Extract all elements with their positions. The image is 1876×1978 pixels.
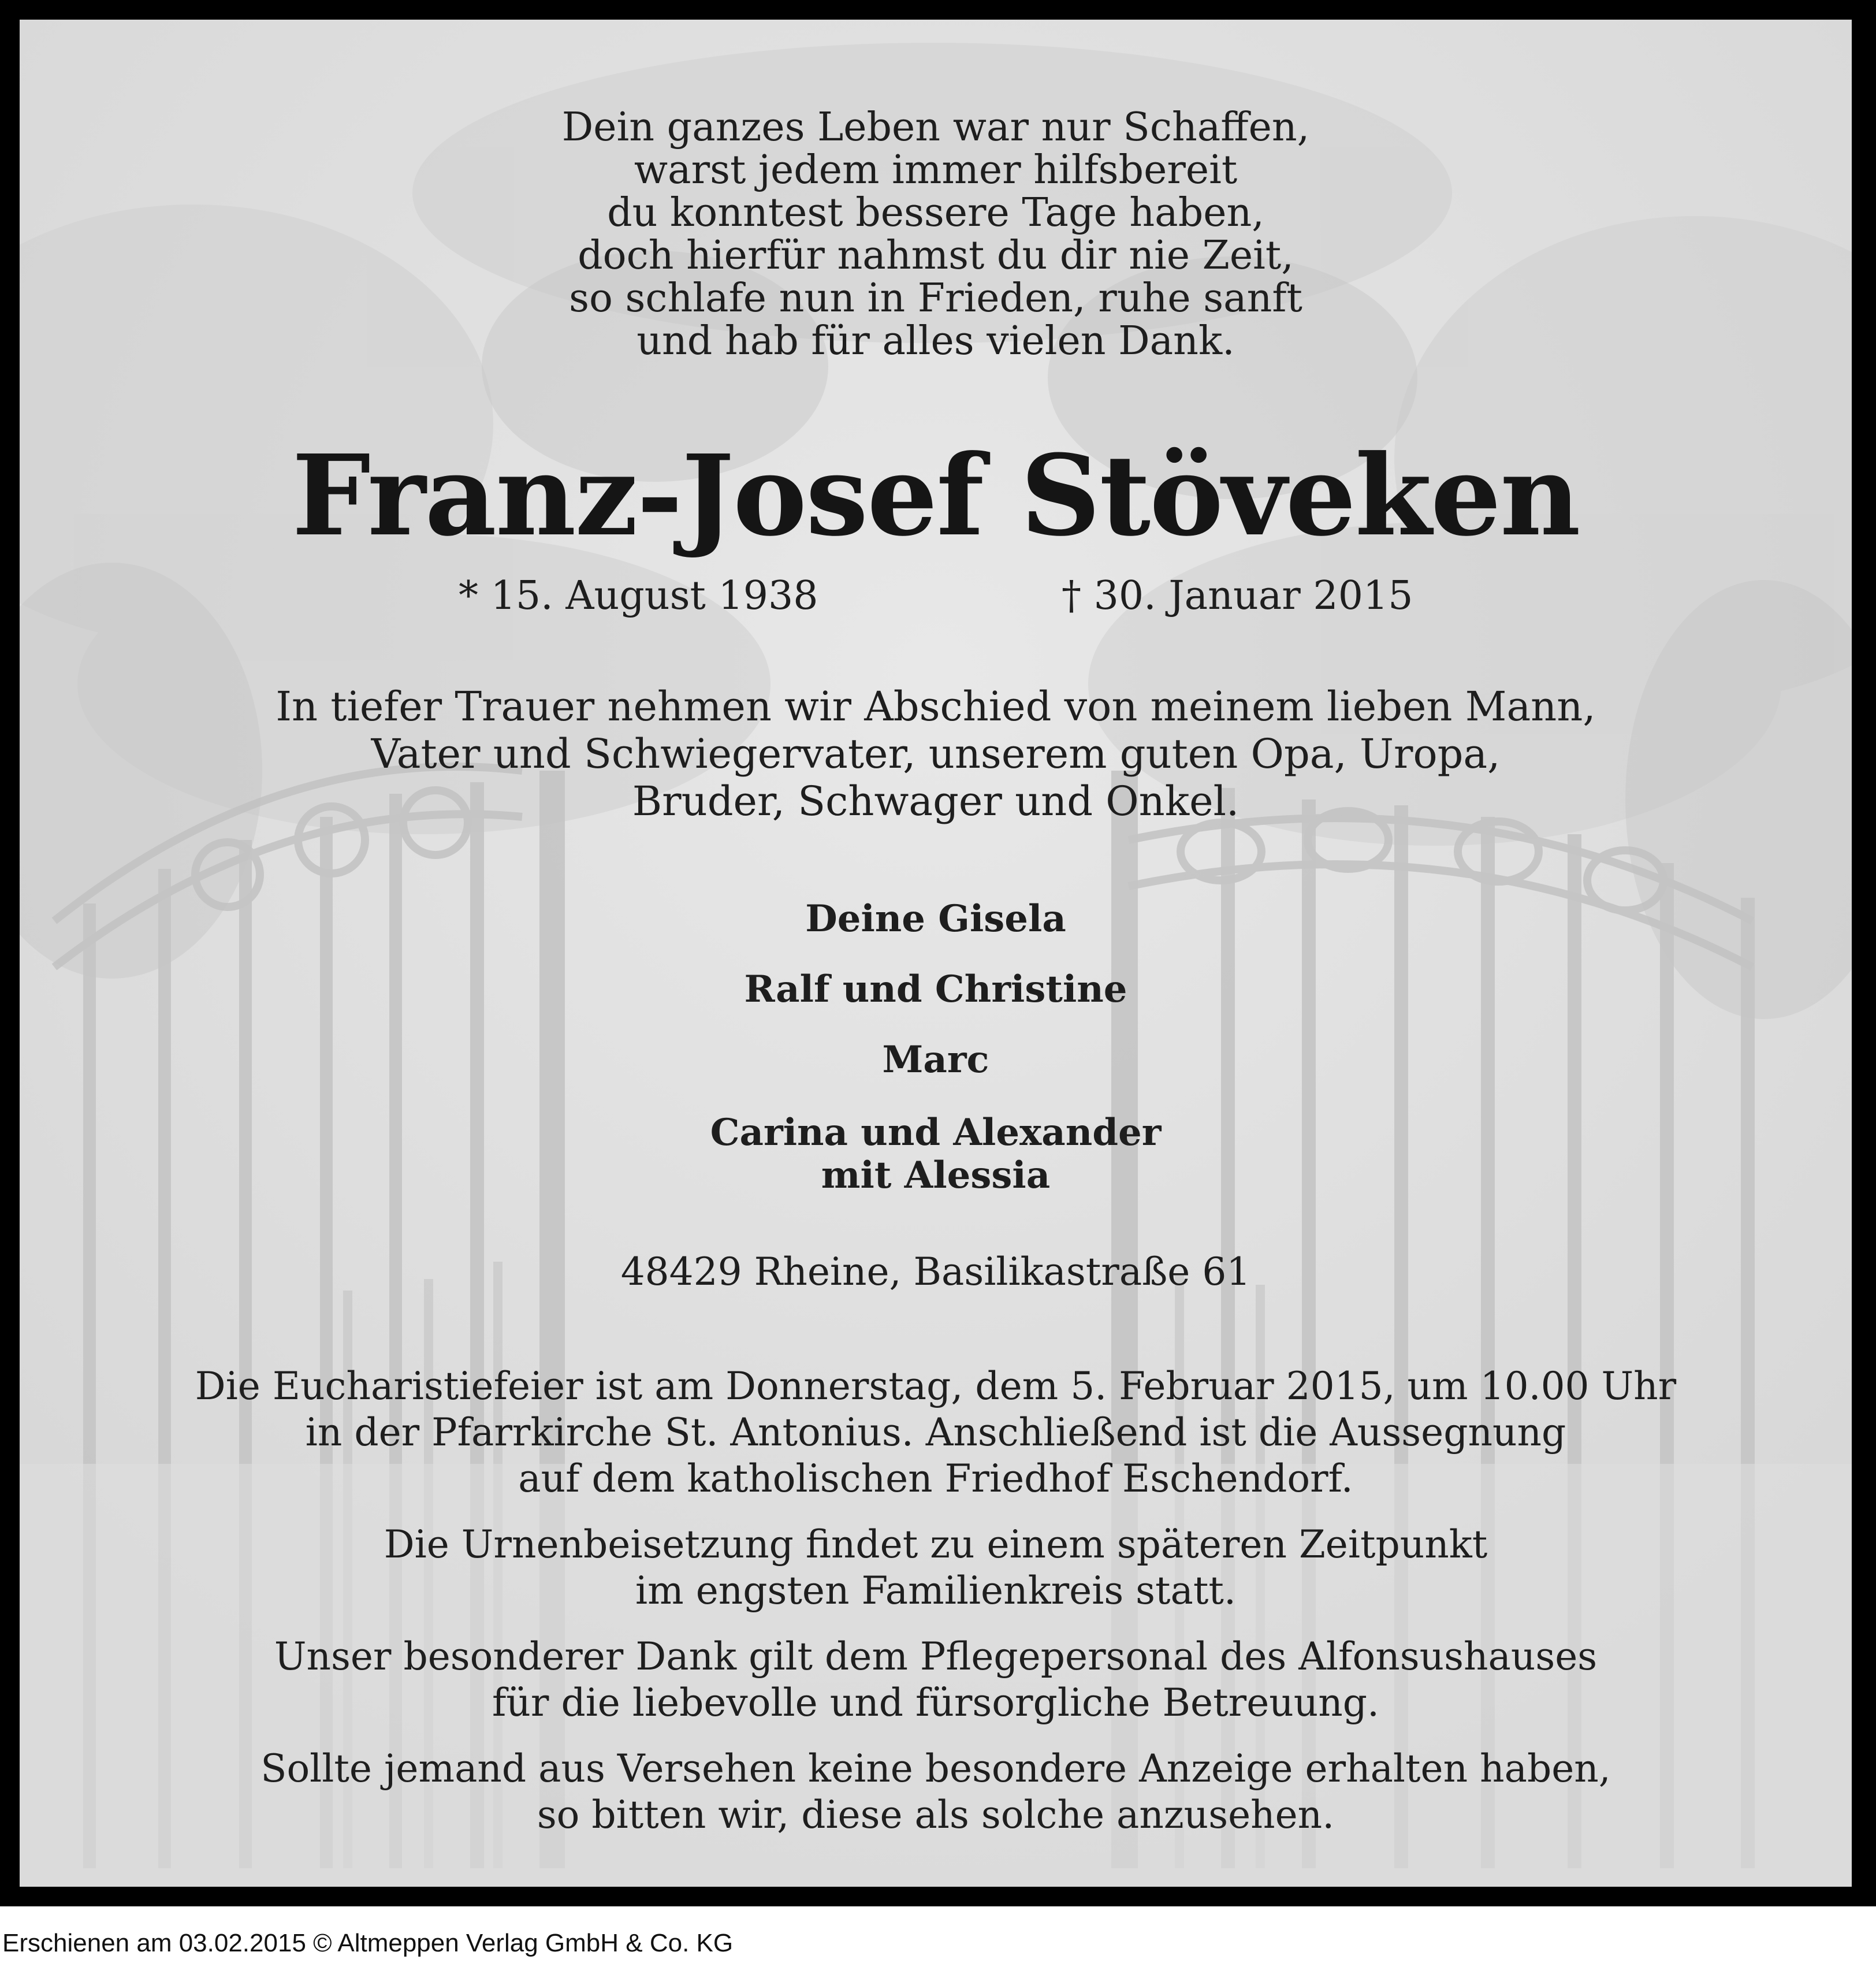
family-member: Marc [882, 1038, 989, 1081]
family-member: Carina und Alexander [710, 1111, 1162, 1154]
thanks-text [20, 1634, 1852, 1726]
poem-line: doch hierfür nahmst du dir nie Zeit, [578, 233, 1294, 278]
closing-notice [20, 1746, 1852, 1838]
death-date: † 30. Januar 2015 [1062, 573, 1413, 619]
family-member-group [20, 1111, 1852, 1197]
mourning-text [20, 683, 1852, 825]
service-line: in der Pfarrkirche St. Antonius. Anschließend ist die Aussegnung [305, 1410, 1566, 1455]
birth-date: * 15. August 1938 [459, 573, 818, 619]
poem-line: so schlafe nun in Frieden, ruhe sanft [569, 276, 1302, 321]
closing-line: Sollte jemand aus Versehen keine besondere Anzeige erhalten haben, [260, 1746, 1611, 1791]
thanks-line: für die liebevolle und fürsorgliche Betreuung. [492, 1680, 1379, 1725]
notice-panel [20, 20, 1852, 1887]
family-member: mit Alessia [821, 1154, 1051, 1197]
poem-line: und hab für alles vielen Dank. [636, 318, 1235, 364]
urn-line: im engsten Familienkreis statt. [635, 1568, 1236, 1613]
service-line: auf dem katholischen Friedhof Eschendorf. [518, 1456, 1353, 1501]
thanks-line: Unser besonderer Dank gilt dem Pflegepersonal des Alfonsushauses [274, 1634, 1598, 1679]
family-member: Deine Gisela [805, 897, 1066, 940]
deceased-name: Franz-Josef Stöveken [292, 431, 1580, 561]
mourning-line: In tiefer Trauer nehmen wir Abschied von meinem lieben Mann, [276, 683, 1596, 730]
urn-line: Die Urnenbeisetzung findet zu einem späteren Zeitpunkt [384, 1522, 1488, 1567]
publication-credit: Erschienen am 03.02.2015 © Altmeppen Verlag GmbH & Co. KG [2, 1929, 734, 1957]
urn-burial-details [20, 1522, 1852, 1614]
memorial-poem [20, 106, 1852, 363]
service-line: Die Eucharistiefeier ist am Donnerstag, dem 5. Februar 2015, um 10.00 Uhr [195, 1364, 1677, 1408]
poem-line: Dein ganzes Leben war nur Schaffen, [561, 105, 1310, 150]
mourning-line: Vater und Schwiegervater, unserem guten Opa, Uropa, [371, 730, 1501, 778]
service-details [20, 1363, 1852, 1502]
life-dates [20, 573, 1852, 619]
mourning-line: Bruder, Schwager und Onkel. [632, 778, 1240, 825]
notice-content [20, 20, 1852, 1887]
closing-line: so bitten wir, diese als solche anzusehen. [537, 1793, 1335, 1837]
family-member: Ralf und Christine [744, 968, 1127, 1011]
poem-line: warst jedem immer hilfsbereit [634, 147, 1238, 193]
family-address: 48429 Rheine, Basilikastraße 61 [620, 1250, 1251, 1294]
poem-line: du konntest bessere Tage haben, [607, 190, 1264, 236]
